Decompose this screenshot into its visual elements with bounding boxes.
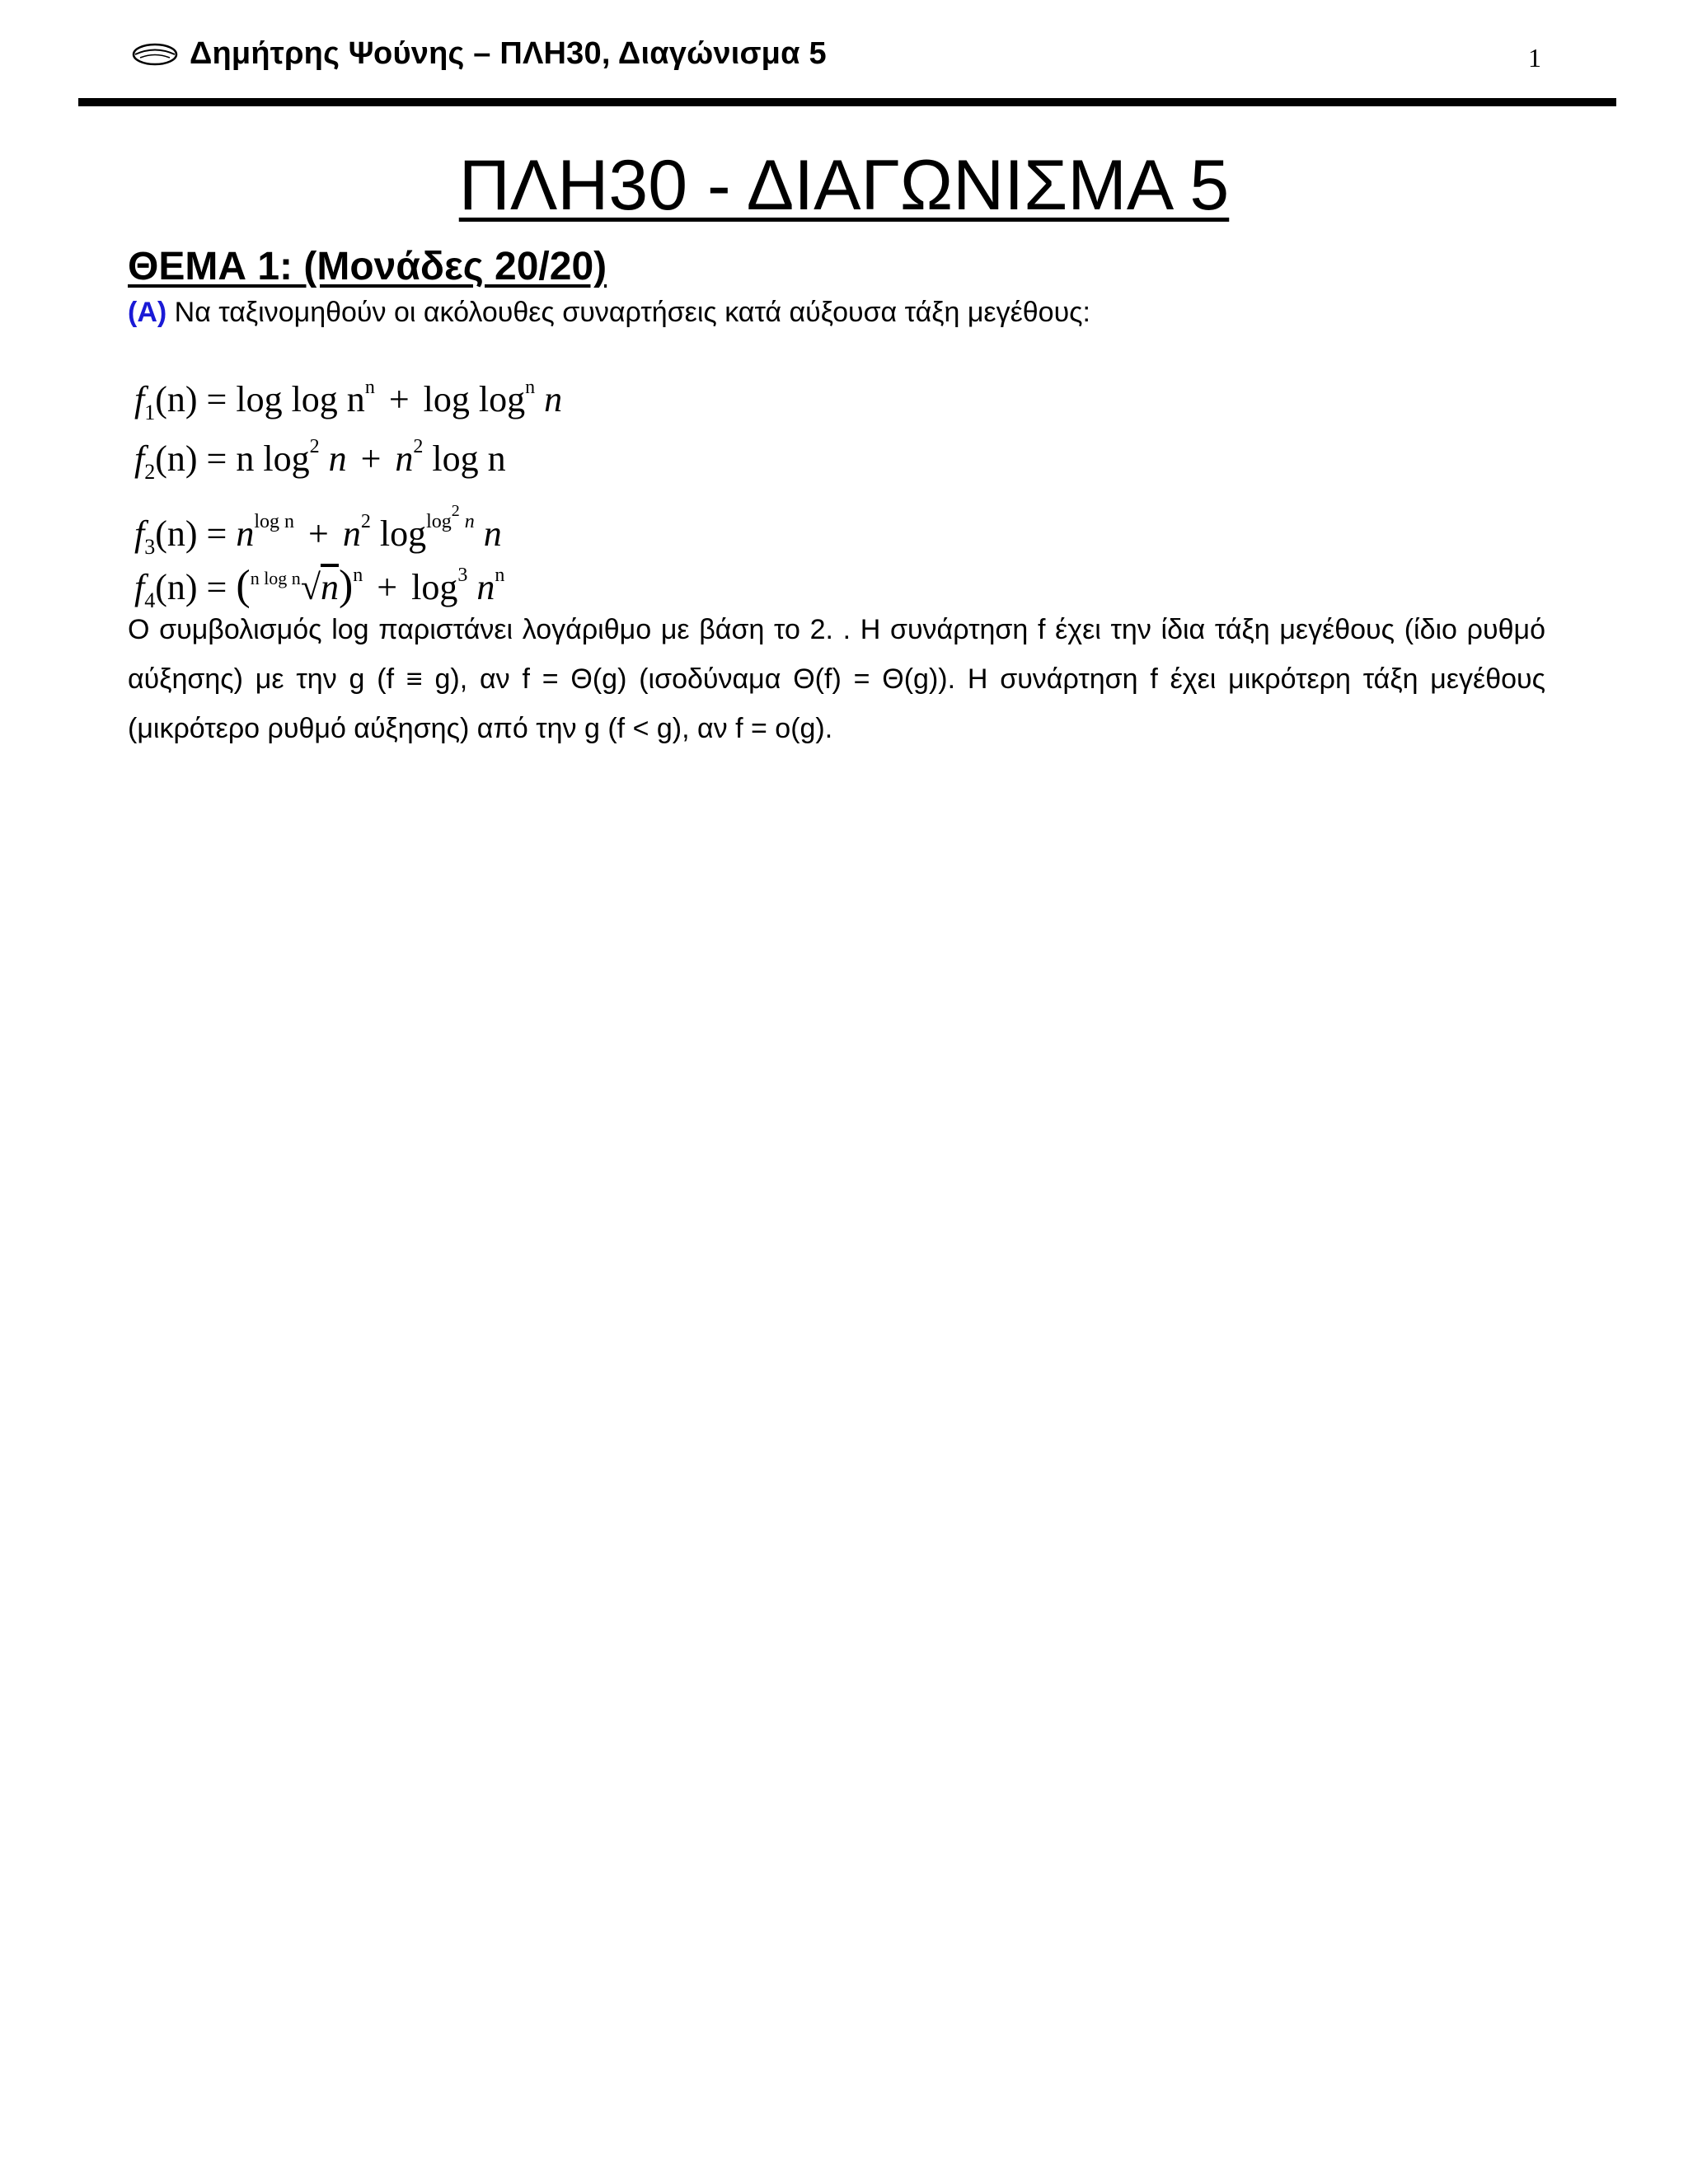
f2-term1b: n — [328, 438, 347, 479]
page-header — [132, 36, 827, 72]
f4-f: f — [134, 567, 145, 607]
f2-term2-sup: 2 — [413, 436, 424, 457]
document-title-text: ΠΛΗ30 - ΔΙΑΓΩΝΙΣΜΑ 5 — [458, 146, 1230, 225]
f2-term1-sup: 2 — [309, 436, 320, 457]
f3-sub: 3 — [144, 535, 156, 559]
f3-term2a: n — [342, 513, 361, 554]
f2-f: f — [134, 438, 145, 479]
f1-sub: 1 — [144, 401, 156, 424]
f1-arg: (n) = — [155, 379, 227, 419]
f3-term2-exp-sq: 2 — [451, 502, 460, 520]
section-heading: ΘΕΜΑ 1: (Μονάδες 20/20) — [128, 245, 607, 288]
f3-term2b: log — [379, 513, 427, 554]
question-a — [128, 295, 1090, 330]
f1-term1-sup: n — [364, 377, 375, 398]
f3-term2-exp-log: log — [426, 511, 452, 532]
f4-plus: + — [377, 567, 398, 607]
f2-term2b: log n — [432, 438, 506, 479]
header-text: Δημήτρης Ψούνης – ΠΛΗ30, Διαγώνισμα 5 — [190, 36, 827, 71]
f3-term1a: n — [236, 513, 255, 554]
f4-radicand: n — [320, 567, 339, 607]
f3-plus: + — [308, 513, 329, 554]
f4-term2a: log — [411, 567, 458, 607]
f4-open-paren: ( — [236, 562, 251, 609]
f1-term2b: n — [544, 379, 563, 419]
f4-root-sign: √ — [300, 567, 321, 607]
f3-term2-exp-n: n — [464, 511, 475, 532]
eye-logo-icon — [132, 40, 178, 68]
f3-arg: (n) = — [155, 513, 227, 554]
f4-term2-sup: 3 — [457, 565, 468, 586]
f4-outer-sup: n — [353, 565, 363, 586]
f3-term2c: n — [483, 513, 502, 554]
question-text: Να ταξινομηθούν οι ακόλουθες συναρτήσεις κατά αύξουσα τάξη μεγέθους: — [166, 297, 1090, 328]
f1-term2-sup: n — [525, 377, 536, 398]
f1-term1: log log n — [236, 379, 365, 419]
f2-plus: + — [360, 438, 382, 479]
f4-term2b: n — [476, 567, 495, 607]
page-number: 1 — [1528, 43, 1541, 73]
document-title — [0, 144, 1688, 227]
f4-sub: 4 — [144, 588, 156, 612]
f1-term2a: log log — [423, 379, 526, 419]
header-divider — [78, 98, 1616, 106]
f3-term2-sup: 2 — [360, 511, 371, 532]
f3-f: f — [134, 513, 145, 554]
f2-arg: (n) = — [155, 438, 227, 479]
f3-term1-sup: log n — [254, 511, 295, 532]
f2-term1a: n log — [236, 438, 310, 479]
question-label: (Α) — [128, 297, 167, 328]
f1-f: f — [134, 379, 145, 419]
f4-root-index: n log n — [250, 568, 301, 588]
f4-close-paren: ) — [338, 562, 354, 609]
f2-term2a: n — [395, 438, 414, 479]
f4-arg: (n) = — [155, 567, 227, 607]
f2-sub: 2 — [144, 460, 156, 484]
definition-paragraph: Ο συμβολισμός log παριστάνει λογάριθμο με βάση το 2. . Η συνάρτηση f έχει την ίδια τάξη μεγέθους (ίδιο ρυθμό αύξησης) με την g (f ≡ g), αν f = Θ(g) (ισοδύναμα Θ(f) = Θ(g)). Η συνάρτηση f έχει μικρότερη τάξη μεγέθους (μικρότερο ρυθμό αύξησης) από την g (f < g), αν f = o(g). — [128, 614, 1545, 744]
f1-plus: + — [388, 379, 410, 419]
f4-term2-sup2: n — [495, 565, 505, 586]
